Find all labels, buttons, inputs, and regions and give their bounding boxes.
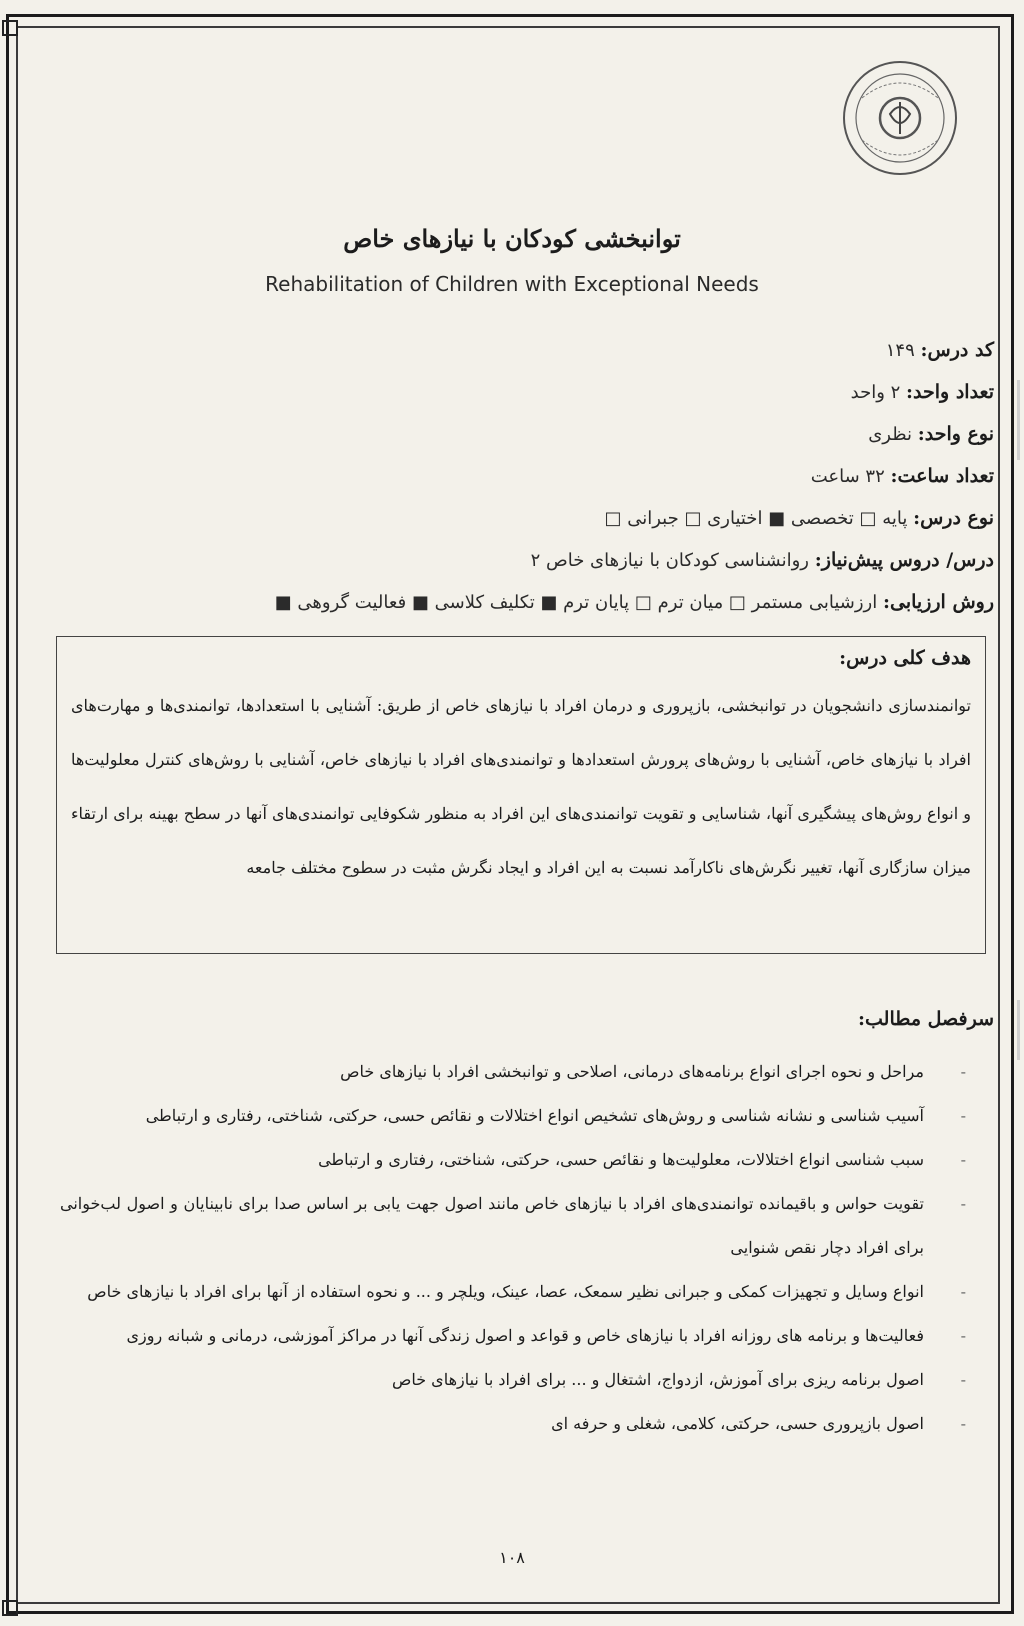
evaluation-row [274,582,994,624]
corner-mark [2,20,18,36]
evaluation-value: ارزشیابی مستمر □ میان ترم □ پایان ترم ■ تکلیف کلاسی ■ فعالیت گروهی ■ [274,592,878,613]
course-code-label: کد درس: [920,339,994,361]
course-title-persian: توانبخشی کودکان با نیازهای خاص [343,224,681,253]
list-dash: - [960,1194,966,1213]
course-code-value: ۱۴۹ [885,340,915,361]
prerequisite-value: روانشناسی کودکان با نیازهای خاص ۲ [530,550,810,571]
outline-heading: سرفصل مطالب: [858,1008,994,1030]
outline-item-text: سبب شناسی انواع اختلالات، معلولیت‌ها و نقائص حسی، حرکتی، شناختی، رفتاری و ارتباطی [318,1150,924,1169]
course-code-row [294,330,994,372]
hours-label: تعداد ساعت: [890,465,994,487]
prerequisite-row [294,540,994,582]
outline-item-text: مراحل و نحوه اجرای انواع برنامه‌های درمانی، اصلاحی و توانبخشی افراد با نیازهای خاص [340,1062,924,1081]
outline-item-text: اصول بازپروری حسی، حرکتی، کلامی، شغلی و حرفه ای [551,1414,924,1433]
prerequisite-label: درس/ دروس پیش‌نیاز: [814,549,994,571]
list-dash: - [960,1282,966,1301]
outline-item-text: آسیب شناسی و نشانه شناسی و روش‌های تشخیص انواع اختلالات و نقائص حسی، حرکتی، شناختی، رفتاری و ارتباطی [145,1106,924,1125]
outline-item [60,1314,980,1358]
outline-item [60,1402,980,1446]
course-goal-heading: هدف کلی درس: [839,647,971,669]
hours-row [294,456,994,498]
scan-artifact [1017,380,1020,460]
course-goal-text: توانمندسازی دانشجویان در توانبخشی، بازپروری و درمان افراد با نیازهای خاص از طریق: آشنایی با استعدادها، توانمندی‌ها و مهارت‌های افراد با نیازهای خاص، آشنایی با روش‌های پرورش استعدادها و توانمندی‌های افراد با نیازهای خاص، آشنایی با روش‌های کنترل معلولیت‌ها و انواع روش‌های پیشگیری آنها، شناسایی و تقویت توانمندی‌های این افراد به منظور شکوفایی توانمندی‌های آنها در سطح بهینه برای ارتقاء میزان سازگاری آنها، تغییر نگرش‌های ناکارآمد نسبت به این افراد و ایجاد نگرش مثبت در سطوح مختلف جامعه [71,696,972,877]
outline-item-text: فعالیت‌ها و برنامه های روزانه افراد با نیازهای خاص و قواعد و اصول زندگی آنها در مراکز آموزشی، درمانی و شبانه روزی [126,1326,924,1345]
course-type-value: پایه □ تخصصی ■ اختیاری □ جبرانی □ [604,508,908,529]
unit-type-label: نوع واحد: [917,423,994,445]
evaluation-label: روش ارزیابی: [882,591,994,613]
course-title-english: Rehabilitation of Children with Exceptional Needs [265,272,759,296]
outline-item [60,1050,980,1094]
outline-item-text: اصول برنامه ریزی برای آموزش، ازدواج، اشتغال و ... برای افراد با نیازهای خاص [391,1370,924,1389]
outline-item-text: تقویت حواس و باقیمانده توانمندی‌های افراد با نیازهای خاص مانند اصول جهت یابی بر اساس صدا برای نابینایان و اصول لب‌خوانی برای افراد دچار نقص شنوایی [60,1194,924,1257]
list-dash: - [960,1106,966,1125]
outline-item [60,1182,980,1270]
list-dash: - [960,1370,966,1389]
unit-type-value: نظری [868,424,913,445]
scan-artifact [1017,1000,1020,1060]
course-type-row [294,498,994,540]
outline-item [60,1094,980,1138]
outline-item [60,1138,980,1182]
course-type-label: نوع درس: [913,507,994,529]
units-row [294,372,994,414]
unit-type-row [294,414,994,456]
outline-list [60,1050,980,1446]
page-number: ۱۰۸ [499,1548,525,1567]
units-value: ۲ واحد [850,382,901,403]
outline-item [60,1270,980,1314]
outline-item-text: انواع وسایل و تجهیزات کمکی و جبرانی نظیر سمعک، عصا، عینک، ویلچر و ... و نحوه استفاده از آنها برای افراد با نیازهای خاص [87,1282,924,1301]
university-seal-stamp [840,58,960,178]
course-goal-box [56,636,986,954]
hours-value: ۳۲ ساعت [810,466,885,487]
corner-mark [2,1600,18,1616]
outline-item [60,1358,980,1402]
course-metadata [274,330,994,624]
list-dash: - [960,1326,966,1345]
list-dash: - [960,1414,966,1433]
units-label: تعداد واحد: [906,381,994,403]
list-dash: - [960,1150,966,1169]
list-dash: - [960,1062,966,1081]
